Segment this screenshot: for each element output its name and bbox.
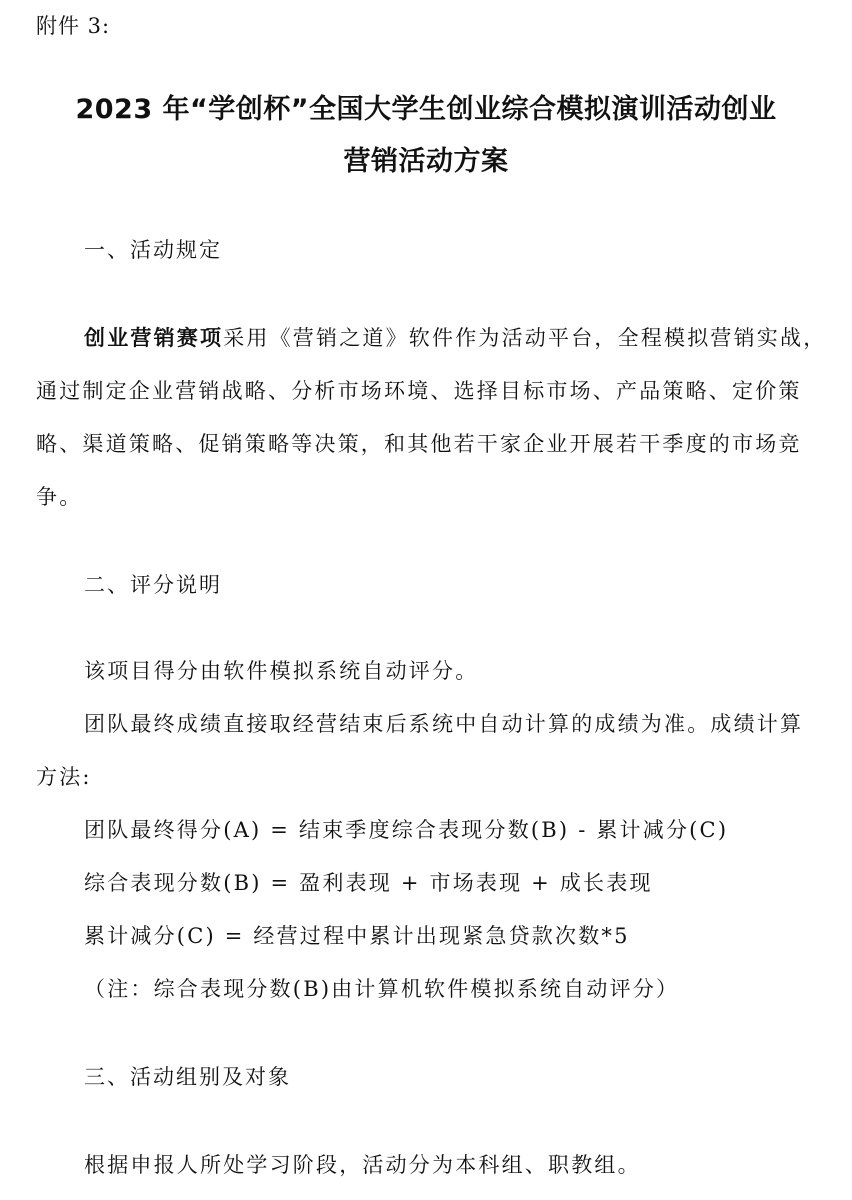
formula-composite-score: 综合表现分数(B) = 盈利表现 + 市场表现 + 成长表现 bbox=[84, 871, 653, 895]
section-1-heading: 一、活动规定 bbox=[84, 238, 222, 262]
document-title-line-2: 营销活动方案 bbox=[343, 146, 509, 177]
section-2-paragraph-2-line-1: 团队最终成绩直接取经营结束后系统中自动计算的成绩为准。成绩计算 bbox=[84, 712, 804, 736]
section-2-paragraph-1: 该项目得分由软件模拟系统自动评分。 bbox=[84, 659, 479, 683]
section-2-heading: 二、评分说明 bbox=[84, 573, 222, 597]
section-3-heading: 三、活动组别及对象 bbox=[84, 1065, 291, 1089]
section-2-paragraph-2-line-2: 方法: bbox=[36, 765, 92, 789]
section-1-paragraph-line-3: 略、渠道策略、促销策略等决策，和其他若干家企业开展若干季度的市场竞 bbox=[36, 432, 802, 456]
competition-name: 创业营销赛项 bbox=[84, 326, 224, 350]
section-3-paragraph-1: 根据申报人所处学习阶段，活动分为本科组、职教组。 bbox=[84, 1153, 641, 1177]
section-1-paragraph-line-1 bbox=[84, 320, 826, 356]
section-1-paragraph-line-4: 争。 bbox=[36, 485, 83, 509]
attachment-label: 附件 3: bbox=[36, 14, 111, 38]
formula-final-score: 团队最终得分(A) = 结束季度综合表现分数(B) - 累计减分(C) bbox=[84, 818, 729, 842]
section-1-paragraph-line-2: 通过制定企业营销战略、分析市场环境、选择目标市场、产品策略、定价策 bbox=[36, 379, 802, 403]
section-1-paragraph-line-1-text: 采用《营销之道》软件作为活动平台，全程模拟营销实战， bbox=[223, 326, 827, 350]
document-title-line-1: 2023 年“学创杯”全国大学生创业综合模拟演训活动创业 bbox=[75, 94, 777, 125]
scoring-note: （注：综合表现分数(B)由计算机软件模拟系统自动评分） bbox=[84, 977, 680, 1001]
formula-deduction: 累计减分(C) = 经营过程中累计出现紧急贷款次数*5 bbox=[84, 924, 630, 948]
